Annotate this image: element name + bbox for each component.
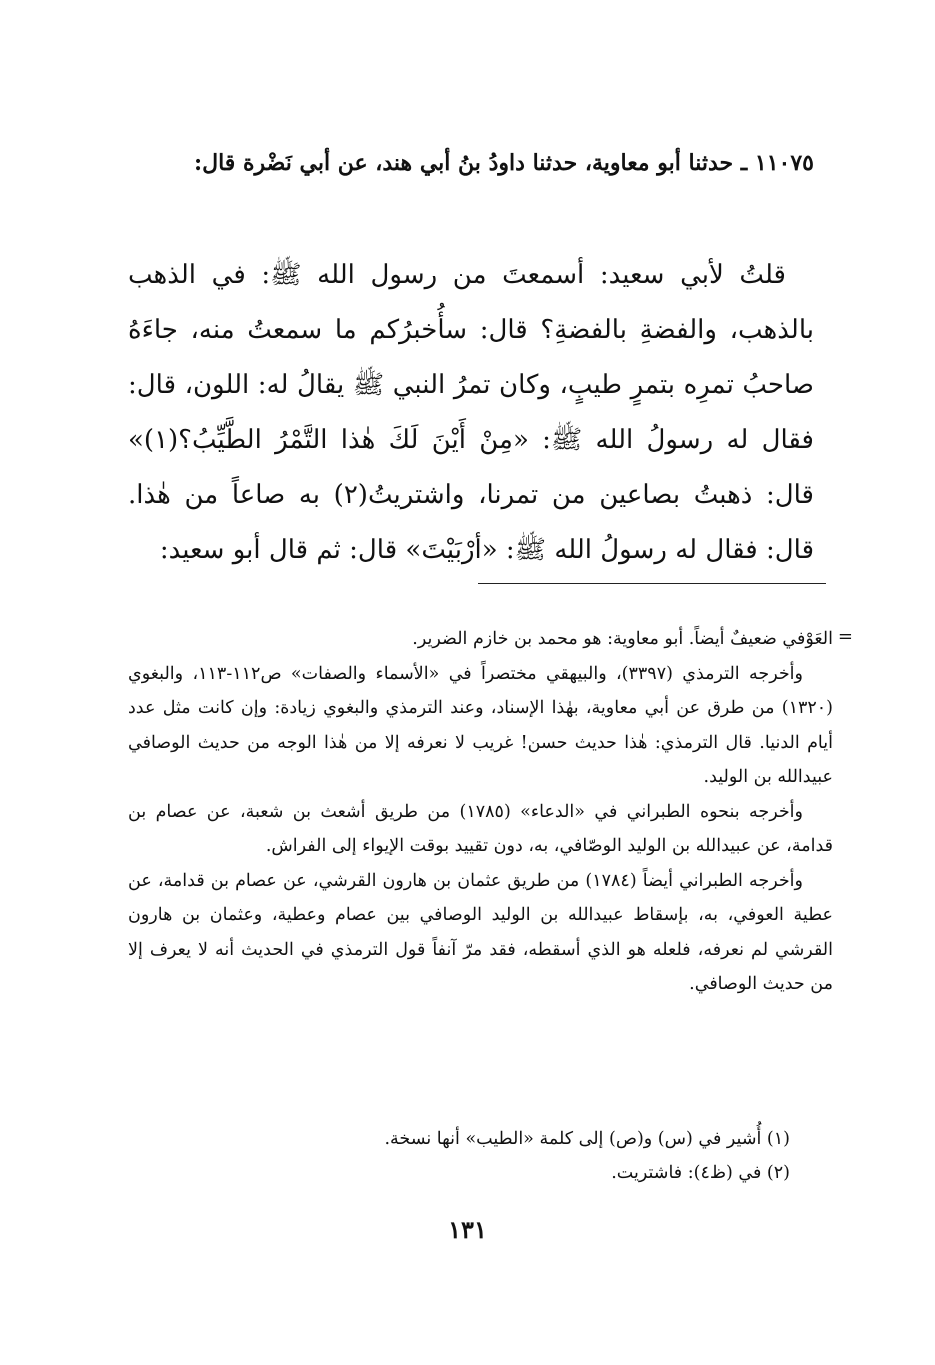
hadith-header [128, 142, 814, 184]
hadith-number: ١١٠٧٥ [754, 150, 814, 176]
hadith-body [128, 248, 814, 578]
footnotes-section [128, 622, 833, 1002]
footnote-paragraph: العَوْفي ضعيفٌ أيضاً. أبو معاوية: هو محمد بن خازم الضرير. [412, 629, 833, 649]
reference-notes [260, 1122, 790, 1190]
footnote-paragraph: وأخرجه الترمذي (٣٣٩٧)، والبيهقي مختصراً في «الأسماء والصفات» ص١١٢-١١٣، والبغوي (١٣٢٠) من طرق عن أبي معاوية، بهٰذا الإسناد، وعند الترمذي والبغوي زيادة: وإن كانت مثل عدد أيام الدنيا. قال الترمذي: هٰذا حديث حسن! غريب لا نعرفه إلا من هٰذا الوجه من حديث الوصافي عبيدالله بن الوليد. [128, 663, 833, 787]
page-number: ١٣١ [448, 1215, 487, 1244]
footnote-paragraph: وأخرجه الطبراني أيضاً (١٧٨٤) من طريق عثمان بن هارون القرشي، عن عصام بن قدامة، عن عطية العوفي، به، بإسقاط عبيدالله بن الوليد الوصافي بين عصام وعطية، وعثمان بن هارون القرشي لم نعرفه، فلعله هو الذي أسقطه، فقد مرّ آنفاً قول الترمذي في الحديث أنه لا يعرف إلا من حديث الوصافي. [128, 870, 833, 994]
reference-note: (٢) في (ظ٤): فاشتريت. [611, 1163, 790, 1183]
footnote-paragraph: وأخرجه بنحوه الطبراني في «الدعاء» (١٧٨٥) من طريق أشعث بن شعبة، عن عصام بن قدامة، عن عبيدالله بن الوليد الوصّافي، به، دون تقييد بوقت الإيواء إلى الفراش. [128, 801, 833, 856]
hadith-chain: ـ حدثنا أبو معاوية، حدثنا داودُ بنُ أبي هند، عن أبي نَضْرة قال: [194, 150, 748, 176]
reference-note: (١) أُشير في (س) و(ص) إلى كلمة «الطيب» أنها نسخة. [384, 1129, 790, 1149]
footnote-divider [478, 583, 826, 584]
continuation-mark: = [837, 626, 853, 647]
hadith-text: قلتُ لأبي سعيد: أسمعتَ من رسول الله ﷺ: في الذهب بالذهب، والفضةِ بالفضةِ؟ قال: سأُخبرُكم ما سمعتُ منه، جاءَهُ صاحبُ تمرِه بتمرٍ طيبٍ، وكان تمرُ النبي ﷺ يقالُ له: اللون، قال: فقال له رسولُ الله ﷺ: «مِنْ أَيْنَ لَكَ هٰذا التَّمْرُ الطَّيِّبُ؟(١)» قال: ذهبتُ بصاعين من تمرنا، واشتريتُ(٢) به صاعاً من هٰذا. قال: فقال له رسولُ الله ﷺ: «أرْبَيْتَ» قال: ثم قال أبو سعيد: [128, 260, 814, 565]
